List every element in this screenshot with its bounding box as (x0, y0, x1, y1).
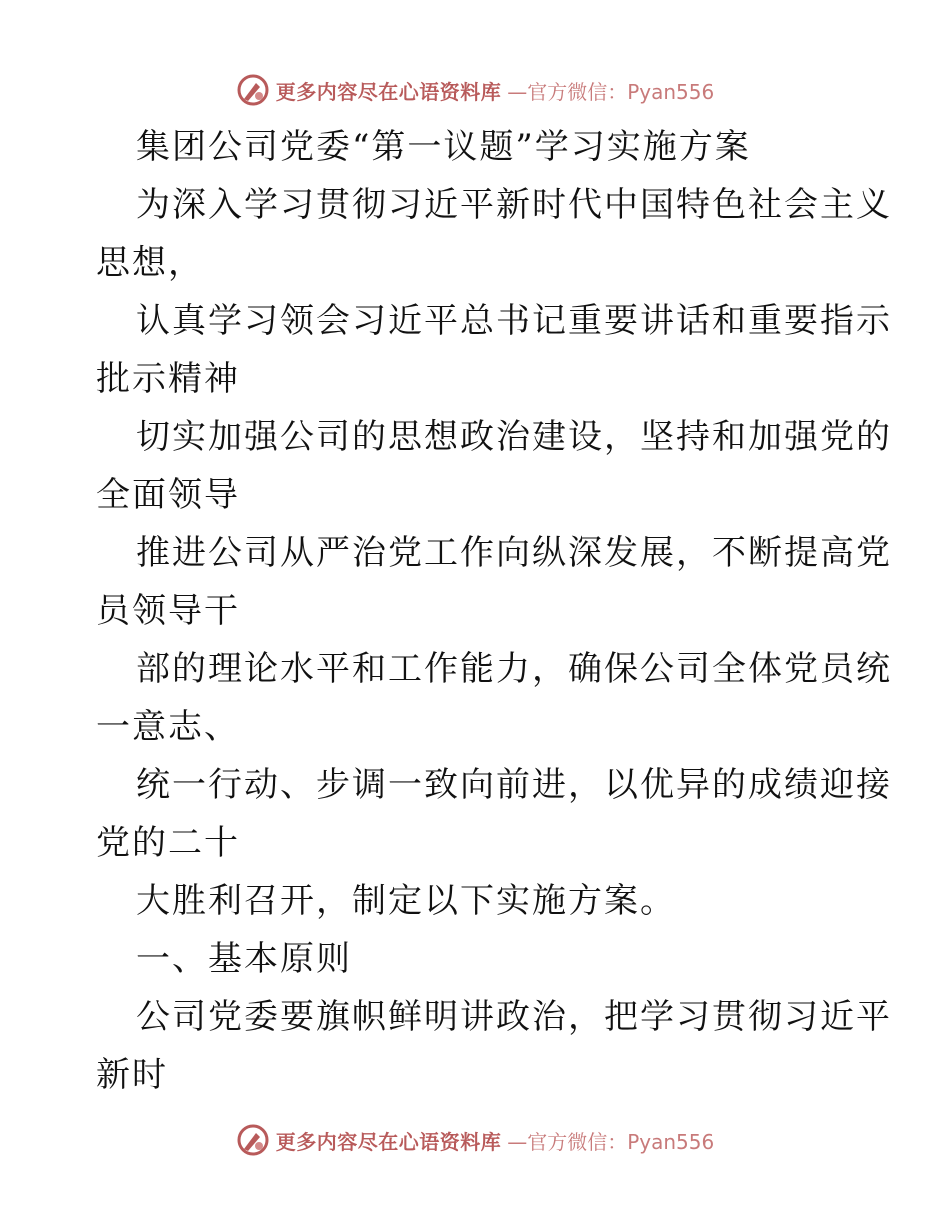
text-line: 新时 (96, 1055, 168, 1095)
text-line: 推进公司从严治党工作向纵深发展，不断提高党 (136, 533, 892, 573)
section-heading: 一、基本原则 (136, 939, 352, 979)
watermark-brand: 更多内容尽在心语资料库 (275, 1129, 502, 1154)
text-line: 员领导干 (96, 591, 240, 631)
watermark-footer (0, 1120, 950, 1160)
text-line: 一意志、 (96, 707, 240, 747)
text-line: 大胜利召开，制定以下实施方案。 (136, 881, 676, 921)
text-line: 公司党委要旗帜鲜明讲政治，把学习贯彻习近平 (136, 997, 892, 1037)
document-body (96, 118, 892, 1104)
text-line: 部的理论水平和工作能力，确保公司全体党员统 (136, 649, 892, 689)
text-line: 统一行动、步调一致向前进，以优异的成绩迎接 (136, 765, 892, 805)
text-line: 认真学习领会习近平总书记重要讲话和重要指示 (136, 301, 892, 341)
text-line: 思想， (96, 243, 204, 283)
watermark-contact: —官方微信：Pyan556 (507, 1129, 715, 1154)
text-line: 全面领导 (96, 475, 240, 515)
watermark-contact: —官方微信：Pyan556 (507, 79, 715, 104)
watermark-header (0, 70, 950, 110)
text-line: 批示精神 (96, 359, 240, 399)
text-line: 切实加强公司的思想政治建设，坚持和加强党的 (136, 417, 892, 457)
text-line: 党的二十 (96, 823, 240, 863)
text-line: 为深入学习贯彻习近平新时代中国特色社会主义 (136, 185, 892, 225)
watermark-brand: 更多内容尽在心语资料库 (275, 79, 502, 104)
brand-logo-icon (236, 73, 270, 107)
brand-logo-icon (236, 1123, 270, 1157)
document-title: 集团公司党委“第一议题”学习实施方案 (136, 127, 751, 167)
